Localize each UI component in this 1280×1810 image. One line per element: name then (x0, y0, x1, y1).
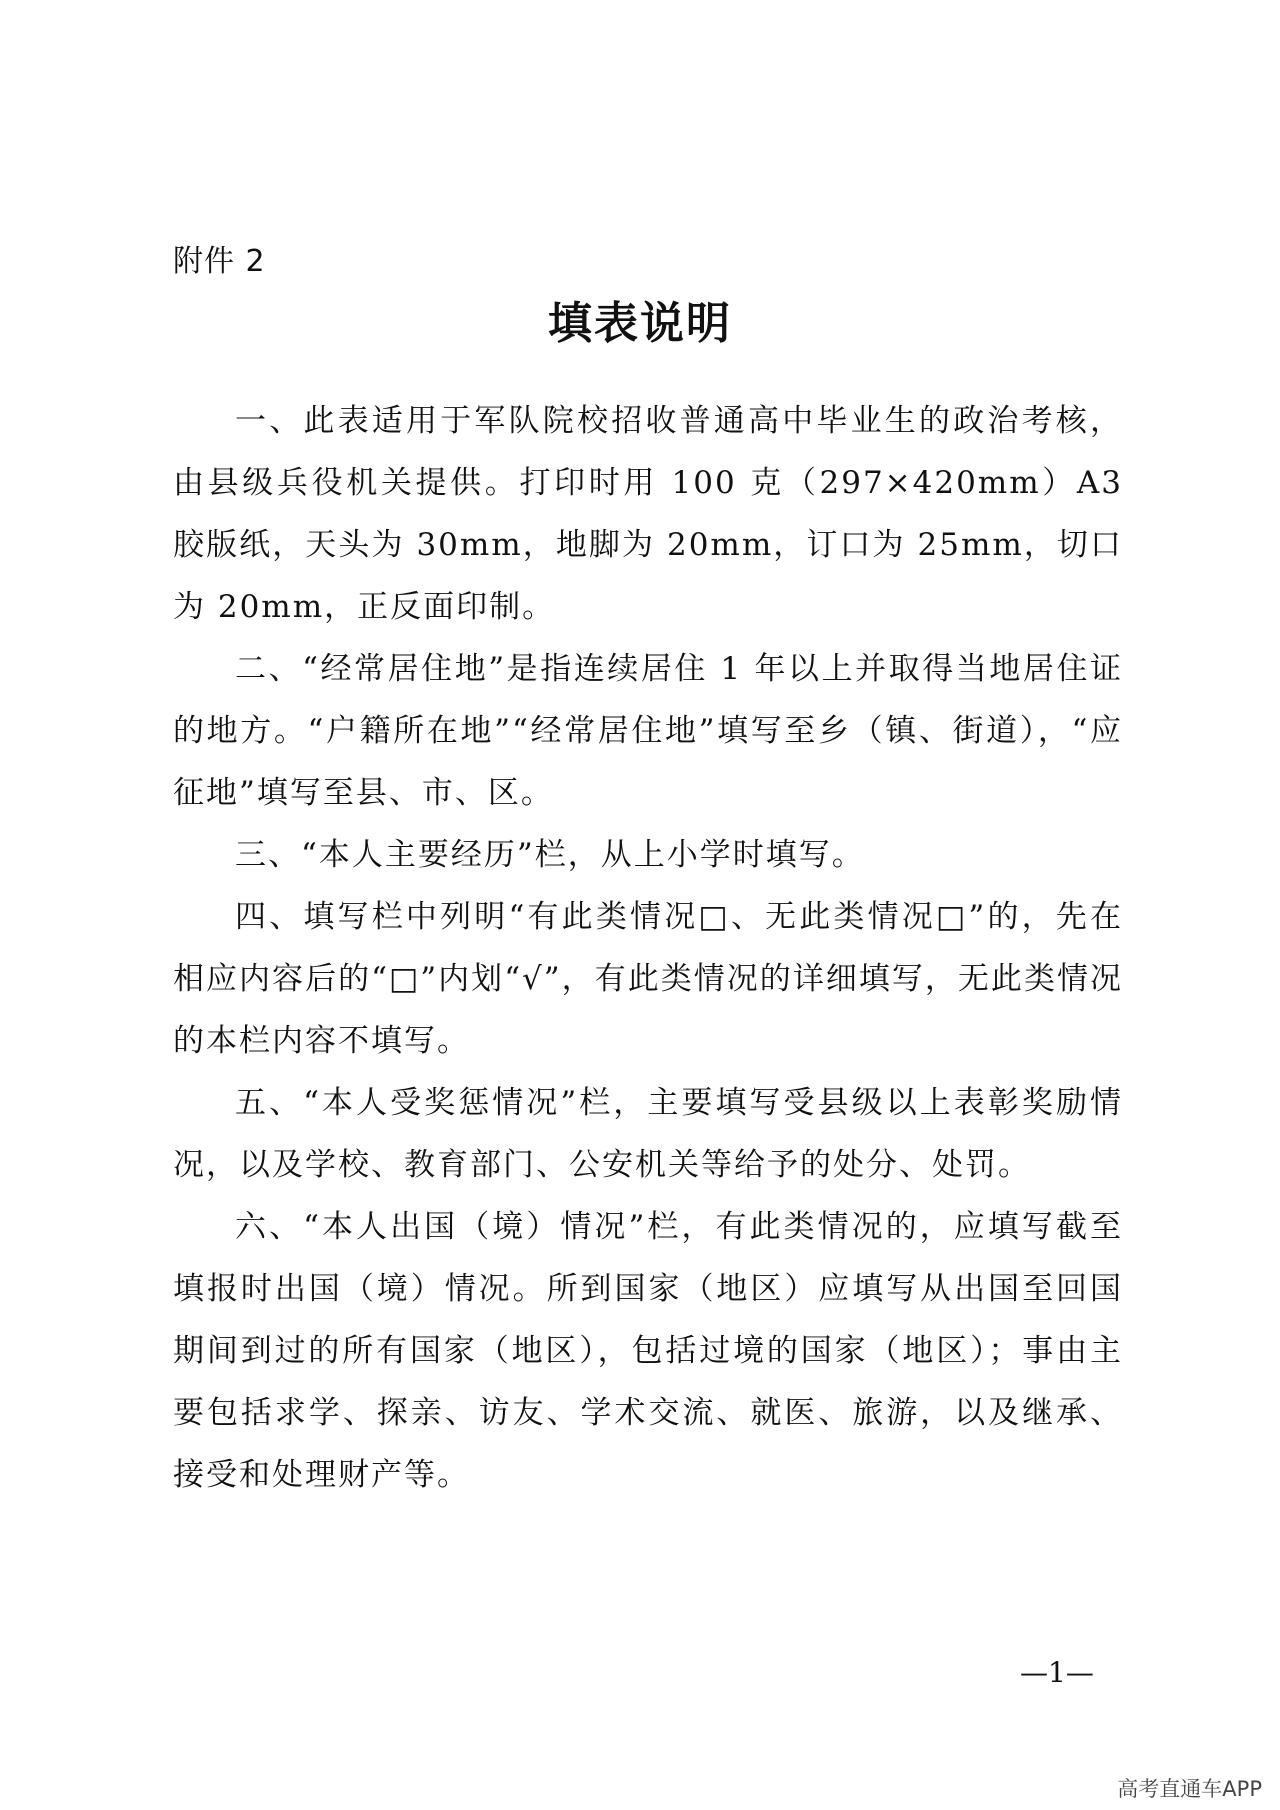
page-number: —1— (1020, 1656, 1094, 1689)
page-title: 填表说明 (548, 298, 732, 349)
instructions-body (173, 390, 1123, 1506)
watermark-text: 高考直通车APP (1117, 1777, 1262, 1801)
paragraph-6: 六、“本人出国（境）情况”栏，有此类情况的，应填写截至填报时出国（境）情况。所到国家（地区）应填写从出国至回国期间到过的所有国家（地区），包括过境的国家（地区）；事由主要包括求学、探亲、访友、学术交流、就医、旅游，以及继承、接受和处理财产等。 (173, 1209, 1123, 1493)
paragraph-2: 二、“经常居住地”是指连续居住 1 年以上并取得当地居住证的地方。“户籍所在地”“经常居住地”填写至乡（镇、街道），“应征地”填写至县、市、区。 (173, 651, 1123, 811)
attachment-label: 附件 2 (173, 244, 266, 279)
paragraph-4: 四、填写栏中列明“有此类情况□、无此类情况□”的，先在相应内容后的“□”内划“√”，有此类情况的详细填写，无此类情况的本栏内容不填写。 (173, 899, 1123, 1059)
paragraph-3: 三、“本人主要经历”栏，从上小学时填写。 (235, 837, 865, 873)
paragraph-1: 一、此表适用于军队院校招收普通高中毕业生的政治考核，由县级兵役机关提供。打印时用 100 克（297×420mm）A3 胶版纸，天头为 30mm，地脚为 20mm，订口为 25mm，切口为 20mm，正反面印制。 (173, 403, 1123, 625)
paragraph-5: 五、“本人受奖惩情况”栏，主要填写受县级以上表彰奖励情况，以及学校、教育部门、公安机关等给予的处分、处罚。 (173, 1085, 1123, 1183)
